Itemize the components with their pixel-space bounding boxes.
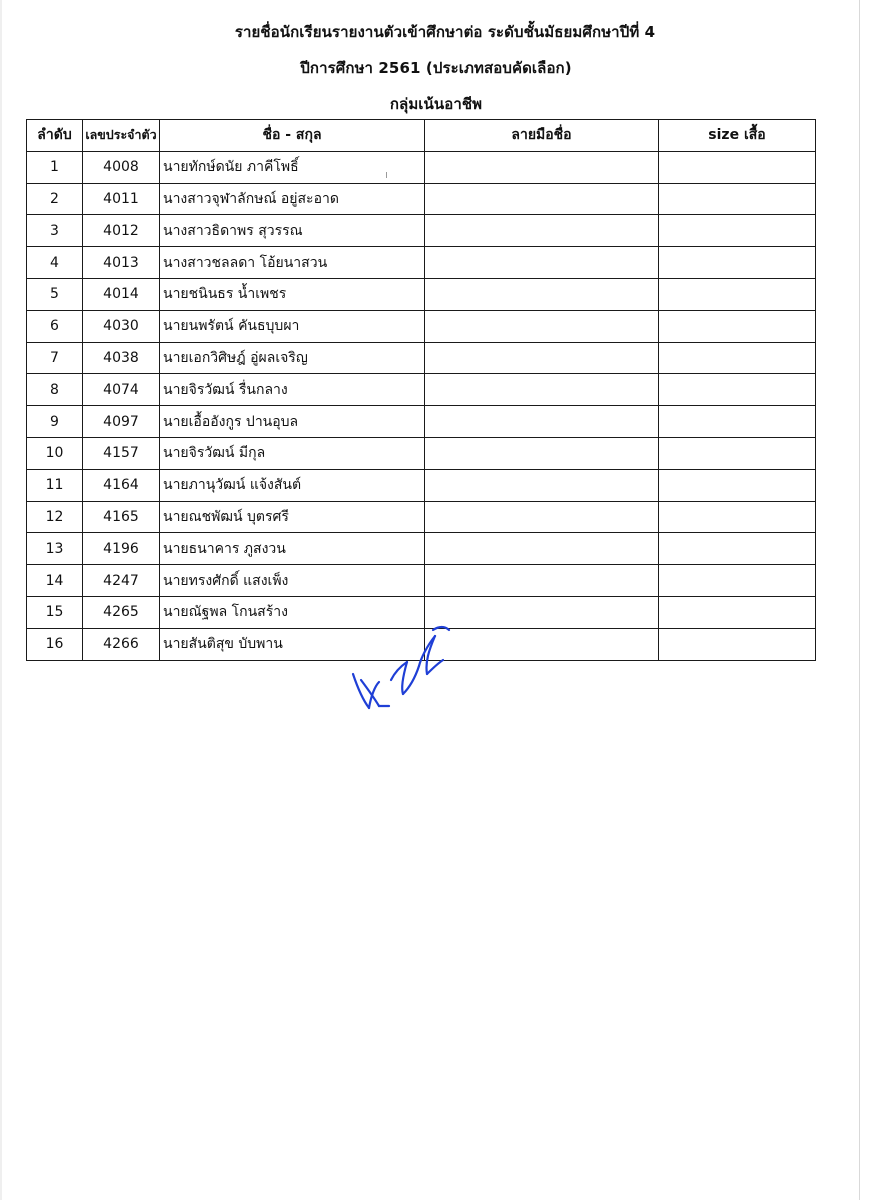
row-student-name: นางสาวจุฬาลักษณ์ อยู่สะอาด: [160, 183, 425, 215]
row-student-id: 4013: [83, 247, 160, 279]
row-student-id: 4030: [83, 310, 160, 342]
row-number: 13: [27, 533, 83, 565]
table-row: [27, 151, 816, 183]
row-number: 2: [27, 183, 83, 215]
row-shirt-size-cell: [659, 628, 816, 660]
row-shirt-size-cell: [659, 215, 816, 247]
row-signature-cell: [425, 342, 659, 374]
row-shirt-size-cell: [659, 501, 816, 533]
row-number: 14: [27, 565, 83, 597]
row-shirt-size-cell: [659, 596, 816, 628]
row-student-name: นายนพรัตน์ คันธบุบผา: [160, 310, 425, 342]
header-student-id: เลขประจำตัว: [83, 120, 160, 152]
row-shirt-size-cell: [659, 374, 816, 406]
row-student-name: นายชนินธร น้ำเพชร: [160, 278, 425, 310]
page-edge-left: [0, 0, 2, 1200]
row-student-name: นายทรงศักดิ์ แสงเพ็ง: [160, 565, 425, 597]
row-number: 5: [27, 278, 83, 310]
table-header-row: [27, 120, 816, 152]
table-row: [27, 342, 816, 374]
row-student-id: 4074: [83, 374, 160, 406]
row-signature-cell: [425, 374, 659, 406]
table-row: [27, 469, 816, 501]
row-student-name: นายจิรวัฒน์ รื่นกลาง: [160, 374, 425, 406]
row-student-id: 4266: [83, 628, 160, 660]
row-shirt-size-cell: [659, 151, 816, 183]
student-roster-table: [26, 119, 816, 661]
row-signature-cell: [425, 151, 659, 183]
table-row: [27, 215, 816, 247]
row-number: 6: [27, 310, 83, 342]
document-subtitle-group: กลุ่มเน้นอาชีพ: [389, 95, 483, 113]
row-signature-cell: [425, 469, 659, 501]
row-signature-cell: [425, 596, 659, 628]
row-student-id: 4164: [83, 469, 160, 501]
row-student-id: 4247: [83, 565, 160, 597]
row-signature-cell: [425, 247, 659, 279]
row-shirt-size-cell: [659, 565, 816, 597]
row-number: 4: [27, 247, 83, 279]
row-shirt-size-cell: [659, 437, 816, 469]
row-student-name: นายธนาคาร ภูสงวน: [160, 533, 425, 565]
row-student-name: นายณัฐพล โกนสร้าง: [160, 596, 425, 628]
table-row: [27, 278, 816, 310]
table-row: [27, 501, 816, 533]
row-shirt-size-cell: [659, 406, 816, 438]
row-student-name: นายสันติสุข บับพาน: [160, 628, 425, 660]
page-edge-right: [859, 0, 860, 1200]
row-number: 15: [27, 596, 83, 628]
row-shirt-size-cell: [659, 183, 816, 215]
row-student-id: 4157: [83, 437, 160, 469]
row-signature-cell: [425, 278, 659, 310]
row-student-name: นายจิรวัฒน์ มีกุล: [160, 437, 425, 469]
row-signature-cell: [425, 215, 659, 247]
row-student-id: 4097: [83, 406, 160, 438]
table-row: [27, 247, 816, 279]
table-row: [27, 183, 816, 215]
row-shirt-size-cell: [659, 342, 816, 374]
row-student-name: นายทักษ์ดนัย ภาคีโพธิ์: [160, 151, 425, 183]
table-row: [27, 565, 816, 597]
row-student-name: นายเอกวิศิษฎ์ อู่ผลเจริญ: [160, 342, 425, 374]
row-student-id: 4012: [83, 215, 160, 247]
row-signature-cell: [425, 628, 659, 660]
table-row: [27, 310, 816, 342]
row-number: 7: [27, 342, 83, 374]
row-student-id: 4011: [83, 183, 160, 215]
row-signature-cell: [425, 565, 659, 597]
row-number: 9: [27, 406, 83, 438]
header-signature: ลายมือชื่อ: [425, 120, 659, 152]
row-signature-cell: [425, 437, 659, 469]
row-number: 12: [27, 501, 83, 533]
table-body: [27, 151, 816, 660]
row-student-name: นางสาวธิดาพร สุวรรณ: [160, 215, 425, 247]
row-number: 10: [27, 437, 83, 469]
handwritten-signature: [345, 622, 453, 714]
row-shirt-size-cell: [659, 278, 816, 310]
row-student-name: นายภานุวัฒน์ แจ้งสันต์: [160, 469, 425, 501]
table-row: [27, 533, 816, 565]
table-row: [27, 406, 816, 438]
row-student-id: 4165: [83, 501, 160, 533]
row-shirt-size-cell: [659, 533, 816, 565]
row-signature-cell: [425, 183, 659, 215]
row-student-id: 4008: [83, 151, 160, 183]
row-signature-cell: [425, 501, 659, 533]
row-student-name: นางสาวชลลดา โอ้ยนาสวน: [160, 247, 425, 279]
row-number: 16: [27, 628, 83, 660]
row-signature-cell: [425, 310, 659, 342]
document-subtitle-year: ปีการศึกษา 2561 (ประเภทสอบคัดเลือก): [300, 59, 572, 77]
header-name: ชื่อ - สกุล: [160, 120, 425, 152]
document-title: รายชื่อนักเรียนรายงานตัวเข้าศึกษาต่อ ระดับชั้นมัธยมศึกษาปีที่ 4: [234, 23, 656, 41]
row-student-name: นายณชพัฒน์ บุตรศรี: [160, 501, 425, 533]
row-student-name: นายเอื้ออังกูร ปานอุบล: [160, 406, 425, 438]
header-number: ลำดับ: [27, 120, 83, 152]
row-shirt-size-cell: [659, 310, 816, 342]
row-student-id: 4038: [83, 342, 160, 374]
table-row: [27, 437, 816, 469]
row-shirt-size-cell: [659, 469, 816, 501]
row-student-id: 4265: [83, 596, 160, 628]
row-number: 1: [27, 151, 83, 183]
row-shirt-size-cell: [659, 247, 816, 279]
row-number: 3: [27, 215, 83, 247]
row-student-id: 4196: [83, 533, 160, 565]
row-number: 8: [27, 374, 83, 406]
header-shirt-size: size เสื้อ: [659, 120, 816, 152]
row-signature-cell: [425, 406, 659, 438]
row-student-id: 4014: [83, 278, 160, 310]
table-row: [27, 374, 816, 406]
row-number: 11: [27, 469, 83, 501]
row-signature-cell: [425, 533, 659, 565]
